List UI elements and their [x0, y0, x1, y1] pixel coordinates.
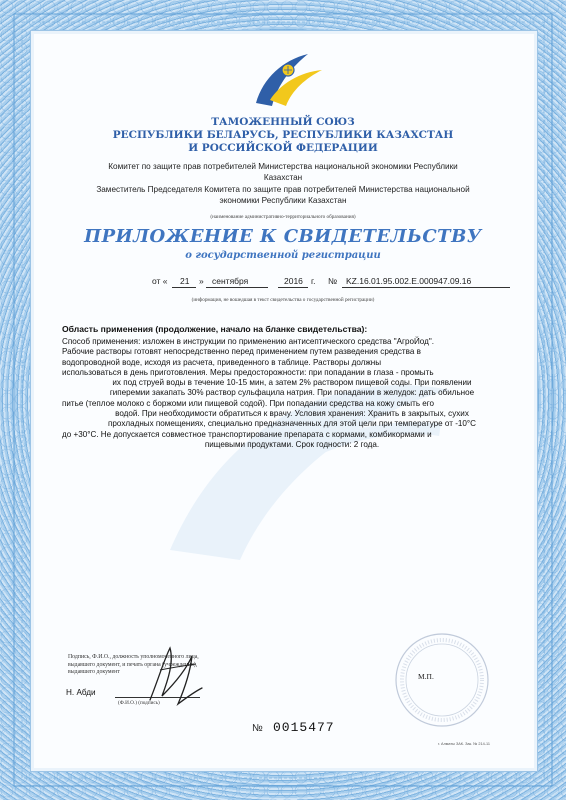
registration-number: KZ.16.01.95.002.E.000947.09.16	[346, 276, 472, 286]
date-close-quote: »	[199, 276, 204, 286]
form-number-sign: №	[252, 723, 263, 734]
signature-caption-line2: выдавшего документ, и печать органа (учреждения),	[68, 661, 198, 668]
printer-note: г. Алматы ЗАК. Зак. № 214-11	[438, 742, 490, 746]
text-line: гиперемии закапать 30% раствор сульфацила натрия. При попадании в желудок: дать обильное	[109, 388, 475, 398]
union-title-line2: РЕСПУБЛИКИ БЕЛАРУСЬ, РЕСПУБЛИКИ КАЗАХСТАН	[112, 129, 454, 141]
date-year-suffix: г.	[311, 276, 316, 286]
day-underline	[172, 287, 196, 288]
document-subtitle: о государственной регистрации	[185, 250, 381, 261]
union-title-line3: И РОССИЙСКОЙ ФЕДЕРАЦИИ	[188, 142, 378, 154]
text-line: использоваться в день приготовления. Меры предосторожности: при попадании в глаза - промыть	[62, 367, 434, 377]
text-line: питье (теплое молоко с боржоми или пищевой содой). При попадании средства на кожу смыть его	[62, 398, 435, 408]
deputy-line1: Заместитель Председателя Комитета по защите прав потребителей Министерства национальной	[96, 185, 470, 194]
text-line: их под струей воды в течение 10-15 мин, а затем 2% раствором пищевой соды. При появлении	[112, 378, 472, 388]
customs-union-emblem	[248, 48, 328, 108]
text-line: пищевыми продуктами. Срок годности: 2 года.	[204, 439, 380, 449]
form-number: 0015477	[273, 720, 335, 735]
text-line: Способ применения: изложен в инструкции по применению антисептического средства "АгроЙод".	[62, 337, 434, 346]
number-underline	[342, 287, 510, 288]
document-title: ПРИЛОЖЕНИЕ К СВИДЕТЕЛЬСТВУ	[84, 226, 482, 247]
official-stamp	[392, 630, 492, 730]
date-month: сентября	[212, 276, 249, 286]
committee-line1: Комитет по защите прав потребителей Министерства национальной экономики Республики	[108, 162, 458, 171]
signer-name: Н. Абди	[66, 688, 96, 697]
committee-name	[60, 162, 506, 183]
year-underline	[278, 287, 308, 288]
text-line: водопроводной воде, исходя из расчета, приведенного в таблице. Растворы должны	[62, 357, 382, 367]
info-caption: (информация, не вошедшая в текст свидетельства о государственной регистрации)	[191, 297, 375, 303]
signature-caption-line1: Подпись, Ф.И.О., должность уполномоченного лица,	[68, 654, 199, 660]
section-title: Область применения (продолжение, начало на бланке свидетельства):	[62, 324, 368, 334]
number-sign: №	[328, 276, 338, 286]
date-year: 2016	[284, 276, 303, 286]
text-line: до +30°C. Не допускается совместное транспортирование препарата с кормами, комбикормами и	[62, 429, 432, 439]
deputy-line2: экономики Республики Казахстан	[219, 195, 347, 205]
union-title-line1: ТАМОЖЕННЫЙ СОЮЗ	[211, 116, 355, 128]
application-text	[62, 337, 522, 450]
date-from-label: от «	[152, 276, 168, 286]
stamp-place-label: М.П.	[418, 672, 434, 681]
deputy-title	[60, 185, 506, 206]
authority-caption: (наименование административно-территориального образования)	[210, 214, 356, 220]
date-and-number-line	[0, 276, 566, 290]
text-line: Рабочие растворы готовят непосредственно перед применением путем разведения средства в	[62, 347, 421, 357]
signature-caption-line3: выдавшего документ	[68, 669, 120, 675]
text-line: водой. При необходимости обратиться к врачу. Условия хранения: Хранить в закрытых, сухих	[115, 409, 469, 419]
date-day: 21	[180, 276, 190, 286]
fio-caption: (Ф.И.О.) (подпись)	[118, 700, 160, 706]
handwritten-signature	[140, 640, 210, 710]
month-underline	[206, 287, 268, 288]
text-line: прохладных помещениях, специально предназначенных для этой цели при температуре от -10°C	[108, 419, 476, 429]
committee-line2: Казахстан	[263, 172, 303, 182]
